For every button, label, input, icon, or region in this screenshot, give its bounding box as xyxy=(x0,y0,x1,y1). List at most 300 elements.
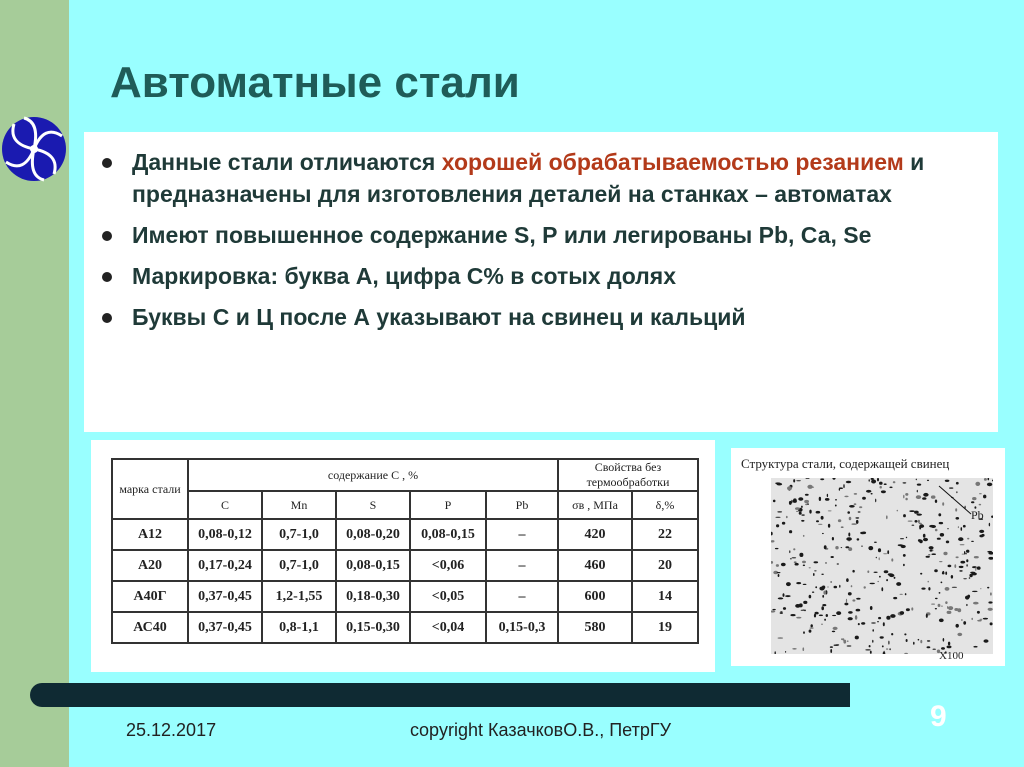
lead-inclusion xyxy=(805,504,808,506)
lead-inclusion xyxy=(839,585,840,588)
lead-inclusion xyxy=(826,614,828,617)
lead-inclusion xyxy=(776,524,779,527)
lead-inclusion xyxy=(791,500,792,503)
lead-inclusion xyxy=(841,547,843,548)
lead-inclusion xyxy=(883,553,887,554)
bullet-text-part: Имеют повышенное содержание S, Р или легированы Pb, Са, Se xyxy=(132,222,872,248)
table-cell: 14 xyxy=(632,581,698,612)
lead-inclusion xyxy=(945,572,947,575)
lead-inclusion xyxy=(961,527,963,531)
lead-inclusion xyxy=(783,593,785,597)
lead-inclusion xyxy=(959,570,962,572)
lead-inclusion xyxy=(927,480,929,481)
lead-inclusion xyxy=(859,506,862,508)
table-cell: <0,05 xyxy=(410,581,486,612)
lead-inclusion xyxy=(921,588,925,590)
lead-inclusion xyxy=(941,582,943,584)
lead-inclusion xyxy=(780,611,782,612)
lead-inclusion xyxy=(966,550,969,553)
lead-inclusion xyxy=(796,511,799,512)
lead-inclusion xyxy=(815,586,817,588)
lead-inclusion xyxy=(979,493,982,494)
lead-inclusion xyxy=(849,517,852,521)
lead-inclusion xyxy=(906,537,907,538)
lead-inclusion xyxy=(966,564,967,567)
lead-inclusion xyxy=(803,601,807,604)
lead-inclusion xyxy=(930,550,933,552)
lead-inclusion xyxy=(887,550,889,554)
lead-inclusion xyxy=(825,498,830,501)
lead-inclusion xyxy=(789,550,790,553)
lead-inclusion xyxy=(828,510,832,511)
lead-inclusion xyxy=(879,576,881,578)
lead-inclusion xyxy=(804,610,806,612)
lead-inclusion xyxy=(923,493,928,497)
lead-inclusion xyxy=(871,480,876,484)
lead-inclusion xyxy=(955,508,957,511)
lead-inclusion xyxy=(809,567,811,568)
lead-inclusion xyxy=(912,525,915,526)
lead-inclusion xyxy=(963,578,967,579)
lead-inclusion xyxy=(871,493,873,495)
lead-inclusion xyxy=(945,601,947,604)
lead-inclusion xyxy=(918,639,920,641)
lead-inclusion xyxy=(772,609,775,610)
lead-inclusion xyxy=(798,497,803,501)
steel-composition-table xyxy=(111,458,699,644)
table-cell: А20 xyxy=(112,550,188,581)
lead-inclusion xyxy=(979,530,984,533)
table-cell: 0,37-0,45 xyxy=(188,581,262,612)
table-cell: – xyxy=(486,519,558,550)
lead-inclusion xyxy=(854,503,857,505)
lead-inclusion xyxy=(948,565,952,568)
lead-inclusion xyxy=(935,608,937,609)
lead-inclusion xyxy=(782,522,785,525)
lead-inclusion xyxy=(834,586,838,589)
lead-inclusion xyxy=(920,640,922,643)
lead-inclusion xyxy=(799,553,803,557)
lead-inclusion xyxy=(927,646,931,648)
lead-inclusion xyxy=(904,633,906,635)
lead-inclusion xyxy=(793,498,796,501)
lead-inclusion xyxy=(845,546,849,548)
lead-inclusion xyxy=(901,545,906,548)
lead-inclusion xyxy=(846,578,849,582)
lead-inclusion xyxy=(847,511,850,514)
lead-inclusion xyxy=(954,608,958,611)
lead-inclusion xyxy=(965,596,969,600)
lead-inclusion xyxy=(849,505,855,508)
lead-inclusion xyxy=(933,649,936,650)
lead-inclusion xyxy=(872,640,873,643)
table-cell: 600 xyxy=(558,581,632,612)
lead-inclusion xyxy=(939,561,942,562)
lead-inclusion xyxy=(795,563,799,566)
lead-inclusion xyxy=(886,515,888,519)
column-header: σв , МПа xyxy=(558,491,632,519)
table-cell: 580 xyxy=(558,612,632,643)
lead-inclusion xyxy=(882,645,884,647)
table-cell: 20 xyxy=(632,550,698,581)
bullet-text-part: Буквы С и Ц после А указывают на свинец и кальций xyxy=(132,304,746,330)
lead-inclusion xyxy=(866,490,871,493)
lead-inclusion xyxy=(862,532,866,535)
lead-inclusion xyxy=(856,598,860,600)
lead-inclusion xyxy=(778,637,784,639)
lead-inclusion xyxy=(952,587,957,588)
lead-inclusion xyxy=(773,500,776,503)
lead-inclusion xyxy=(811,624,813,627)
lead-inclusion xyxy=(874,542,877,543)
lead-inclusion xyxy=(822,604,826,606)
lead-inclusion xyxy=(987,483,992,487)
lead-inclusion xyxy=(963,525,966,528)
lead-inclusion xyxy=(988,608,993,611)
lead-inclusion xyxy=(956,624,959,628)
lead-inclusion xyxy=(946,541,949,544)
lead-inclusion xyxy=(848,617,853,620)
lead-inclusion xyxy=(960,544,965,545)
lead-inclusion xyxy=(903,514,906,517)
lead-inclusion xyxy=(974,556,979,558)
table-cell: 0,7-1,0 xyxy=(262,550,336,581)
lead-inclusion xyxy=(906,608,910,611)
lead-inclusion xyxy=(945,480,950,482)
lead-inclusion xyxy=(786,516,788,519)
table-row xyxy=(112,581,698,612)
lead-inclusion xyxy=(814,561,819,563)
lead-inclusion xyxy=(879,482,883,485)
lead-inclusion xyxy=(831,556,834,558)
lead-inclusion xyxy=(879,557,880,560)
lead-inclusion xyxy=(790,558,792,559)
lead-inclusion xyxy=(796,617,801,619)
lead-inclusion xyxy=(794,562,797,563)
lead-inclusion xyxy=(969,577,971,579)
lead-inclusion xyxy=(923,534,926,538)
lead-inclusion xyxy=(802,561,806,564)
lead-inclusion xyxy=(961,620,963,621)
steel-table-box xyxy=(91,440,715,672)
lead-inclusion xyxy=(943,552,947,555)
lead-inclusion xyxy=(848,611,853,614)
lead-inclusion xyxy=(956,517,960,520)
lead-inclusion xyxy=(888,641,889,645)
lead-inclusion xyxy=(872,629,874,632)
lead-inclusion xyxy=(903,564,905,566)
lead-inclusion xyxy=(851,585,853,587)
lead-inclusion xyxy=(790,614,795,616)
lead-inclusion xyxy=(909,510,914,512)
microstructure-image xyxy=(771,478,993,654)
bullet-item xyxy=(94,260,978,292)
lead-inclusion xyxy=(965,553,966,554)
lead-inclusion xyxy=(858,623,860,625)
table-cell: 0,08-0,15 xyxy=(410,519,486,550)
lead-inclusion xyxy=(848,592,852,595)
spiral-logo-icon xyxy=(0,114,68,184)
lead-inclusion xyxy=(947,528,949,529)
lead-inclusion xyxy=(960,561,965,564)
lead-inclusion xyxy=(832,537,834,540)
lead-inclusion xyxy=(877,581,879,582)
lead-inclusion xyxy=(942,502,944,506)
lead-inclusion xyxy=(903,554,906,557)
lead-inclusion xyxy=(891,633,893,635)
lead-inclusion xyxy=(792,557,797,558)
lead-inclusion xyxy=(954,564,956,568)
lead-inclusion xyxy=(957,633,962,636)
lead-inclusion xyxy=(889,648,890,650)
lead-inclusion xyxy=(776,564,779,567)
lead-inclusion xyxy=(884,483,887,485)
lead-inclusion xyxy=(792,648,796,650)
lead-inclusion xyxy=(821,574,824,575)
footer-copyright: copyright КазачковО.В., ПетрГУ xyxy=(410,720,672,740)
lead-inclusion xyxy=(830,646,833,648)
lead-inclusion xyxy=(839,487,843,489)
lead-inclusion xyxy=(972,497,976,500)
header-properties: Свойства без термообработки xyxy=(558,459,698,491)
lead-inclusion xyxy=(816,511,821,514)
lead-inclusion xyxy=(831,581,832,583)
microstructure-figure xyxy=(731,448,1005,666)
table-cell: <0,04 xyxy=(410,612,486,643)
lead-inclusion xyxy=(830,649,832,653)
lead-inclusion xyxy=(905,593,907,595)
lead-inclusion xyxy=(847,641,848,642)
lead-inclusion xyxy=(799,512,802,515)
lead-inclusion xyxy=(897,510,898,512)
figure-pointer-label: Pb xyxy=(971,508,984,522)
table-cell: 0,15-0,30 xyxy=(336,612,410,643)
lead-inclusion xyxy=(935,529,938,532)
lead-inclusion xyxy=(780,612,783,614)
lead-inclusion xyxy=(846,537,852,541)
bullet-dot-icon xyxy=(102,231,112,241)
lead-inclusion xyxy=(844,603,848,606)
lead-inclusion xyxy=(803,647,805,651)
lead-inclusion xyxy=(824,545,827,549)
lead-inclusion xyxy=(847,645,852,646)
lead-inclusion xyxy=(958,537,963,541)
slide-title: Автоматные стали xyxy=(110,58,520,107)
lead-inclusion xyxy=(837,563,839,564)
table-cell: 0,08-0,15 xyxy=(336,550,410,581)
lead-inclusion xyxy=(809,510,811,514)
lead-inclusion xyxy=(819,615,823,617)
lead-inclusion xyxy=(855,616,857,620)
lead-inclusion xyxy=(956,556,959,558)
lead-inclusion xyxy=(870,651,872,654)
lead-inclusion xyxy=(835,546,838,549)
lead-inclusion xyxy=(818,524,822,525)
lead-inclusion xyxy=(967,538,969,540)
table-cell: АС40 xyxy=(112,612,188,643)
lead-inclusion xyxy=(906,639,908,642)
table-cell: – xyxy=(486,550,558,581)
lead-inclusion xyxy=(900,611,904,615)
lead-inclusion xyxy=(922,497,926,500)
lead-inclusion xyxy=(945,587,950,591)
header-content: содержание С , % xyxy=(188,459,558,491)
lead-inclusion xyxy=(805,494,809,496)
lead-inclusion xyxy=(778,574,780,577)
lead-inclusion xyxy=(916,479,917,481)
lead-inclusion xyxy=(809,595,812,599)
column-header: С xyxy=(188,491,262,519)
lead-inclusion xyxy=(894,577,896,579)
lead-inclusion xyxy=(876,557,877,559)
footer-date: 25.12.2017 xyxy=(126,720,217,740)
lead-inclusion xyxy=(884,570,889,573)
table-cell: А40Г xyxy=(112,581,188,612)
lead-inclusion xyxy=(869,479,870,481)
lead-inclusion xyxy=(819,497,821,501)
lead-inclusion xyxy=(931,495,936,498)
lead-inclusion xyxy=(821,606,824,610)
lead-inclusion xyxy=(777,483,783,486)
lead-inclusion xyxy=(984,478,987,481)
lead-inclusion xyxy=(786,582,791,586)
lead-inclusion xyxy=(942,572,945,575)
lead-inclusion xyxy=(832,615,836,616)
table-cell: 0,17-0,24 xyxy=(188,550,262,581)
lead-inclusion xyxy=(916,495,921,499)
lead-inclusion xyxy=(923,538,928,541)
lead-inclusion xyxy=(814,570,817,571)
lead-inclusion xyxy=(821,624,823,625)
lead-inclusion xyxy=(844,496,848,498)
bullet-text-box xyxy=(84,132,998,432)
table-cell: <0,06 xyxy=(410,550,486,581)
header-grade: марка стали xyxy=(112,459,188,519)
lead-inclusion xyxy=(966,559,968,562)
lead-inclusion xyxy=(821,516,824,520)
lead-inclusion xyxy=(903,482,907,483)
lead-inclusion xyxy=(959,566,964,568)
lead-inclusion xyxy=(880,636,884,638)
bullet-text-part: Маркировка: буква А, цифра С% в сотых долях xyxy=(132,263,677,289)
lead-inclusion xyxy=(865,649,870,650)
column-header: Mn xyxy=(262,491,336,519)
lead-inclusion xyxy=(987,587,989,589)
lead-inclusion xyxy=(886,616,890,620)
lead-inclusion xyxy=(977,620,982,622)
lead-inclusion xyxy=(900,594,903,595)
lead-inclusion xyxy=(793,479,795,482)
lead-inclusion xyxy=(795,604,800,608)
lead-inclusion xyxy=(896,582,901,586)
lead-inclusion xyxy=(989,523,990,527)
lead-inclusion xyxy=(793,548,795,550)
lead-inclusion xyxy=(971,501,974,503)
table-row xyxy=(112,519,698,550)
lead-inclusion xyxy=(975,567,976,571)
lead-inclusion xyxy=(908,521,913,522)
bullet-list xyxy=(94,146,978,333)
lead-inclusion xyxy=(900,538,904,539)
lead-inclusion xyxy=(941,606,943,607)
lead-inclusion xyxy=(785,595,791,597)
column-header: S xyxy=(336,491,410,519)
column-header: Pb xyxy=(486,491,558,519)
lead-inclusion xyxy=(867,570,869,573)
lead-inclusion xyxy=(963,621,966,625)
lead-inclusion xyxy=(857,538,860,540)
table-row xyxy=(112,612,698,643)
lead-inclusion xyxy=(825,562,826,563)
lead-inclusion xyxy=(905,498,907,501)
lead-inclusion xyxy=(777,511,782,512)
lead-inclusion xyxy=(947,606,948,609)
lead-inclusion xyxy=(822,595,824,598)
lead-inclusion xyxy=(934,569,938,572)
lead-inclusion xyxy=(832,631,835,633)
lead-inclusion xyxy=(979,535,983,538)
lead-inclusion xyxy=(939,522,943,524)
lead-inclusion xyxy=(812,592,814,593)
lead-inclusion xyxy=(852,599,855,601)
lead-inclusion xyxy=(972,591,978,592)
table-cell: – xyxy=(486,581,558,612)
lead-inclusion xyxy=(880,486,882,489)
lead-inclusion xyxy=(834,645,839,646)
lead-inclusion xyxy=(990,592,992,595)
lead-inclusion xyxy=(886,579,888,581)
table-cell: 0,15-0,3 xyxy=(486,612,558,643)
lead-inclusion xyxy=(852,570,854,573)
lead-inclusion xyxy=(983,495,986,499)
lead-inclusion xyxy=(935,598,938,599)
lead-inclusion xyxy=(969,574,972,577)
lead-inclusion xyxy=(886,648,888,649)
lead-inclusion xyxy=(928,587,930,590)
lead-inclusion xyxy=(877,621,879,622)
lead-inclusion xyxy=(801,520,804,522)
lead-inclusion xyxy=(931,553,936,555)
lead-inclusion xyxy=(949,487,953,488)
lead-inclusion xyxy=(970,572,975,574)
lead-inclusion xyxy=(796,582,801,584)
lead-inclusion xyxy=(938,604,941,607)
lead-inclusion xyxy=(871,622,876,623)
lead-inclusion xyxy=(990,622,993,625)
lead-inclusion xyxy=(962,554,965,555)
bullet-text-part: Данные стали отличаются xyxy=(132,149,442,175)
lead-inclusion xyxy=(893,597,897,599)
lead-inclusion xyxy=(939,592,941,594)
lead-inclusion xyxy=(858,511,861,512)
lead-inclusion xyxy=(862,497,866,500)
lead-inclusion xyxy=(809,487,814,488)
lead-inclusion xyxy=(893,481,896,483)
lead-inclusion xyxy=(988,601,992,603)
footer-bar xyxy=(30,683,850,707)
lead-inclusion xyxy=(966,604,967,606)
lead-inclusion xyxy=(861,622,865,625)
lead-inclusion xyxy=(785,651,786,653)
lead-inclusion xyxy=(878,617,881,619)
table-cell: 0,7-1,0 xyxy=(262,519,336,550)
lead-inclusion xyxy=(920,573,922,575)
lead-inclusion xyxy=(838,519,841,522)
lead-inclusion xyxy=(827,494,828,497)
lead-inclusion xyxy=(783,607,786,610)
column-header: P xyxy=(410,491,486,519)
lead-inclusion xyxy=(947,611,952,614)
